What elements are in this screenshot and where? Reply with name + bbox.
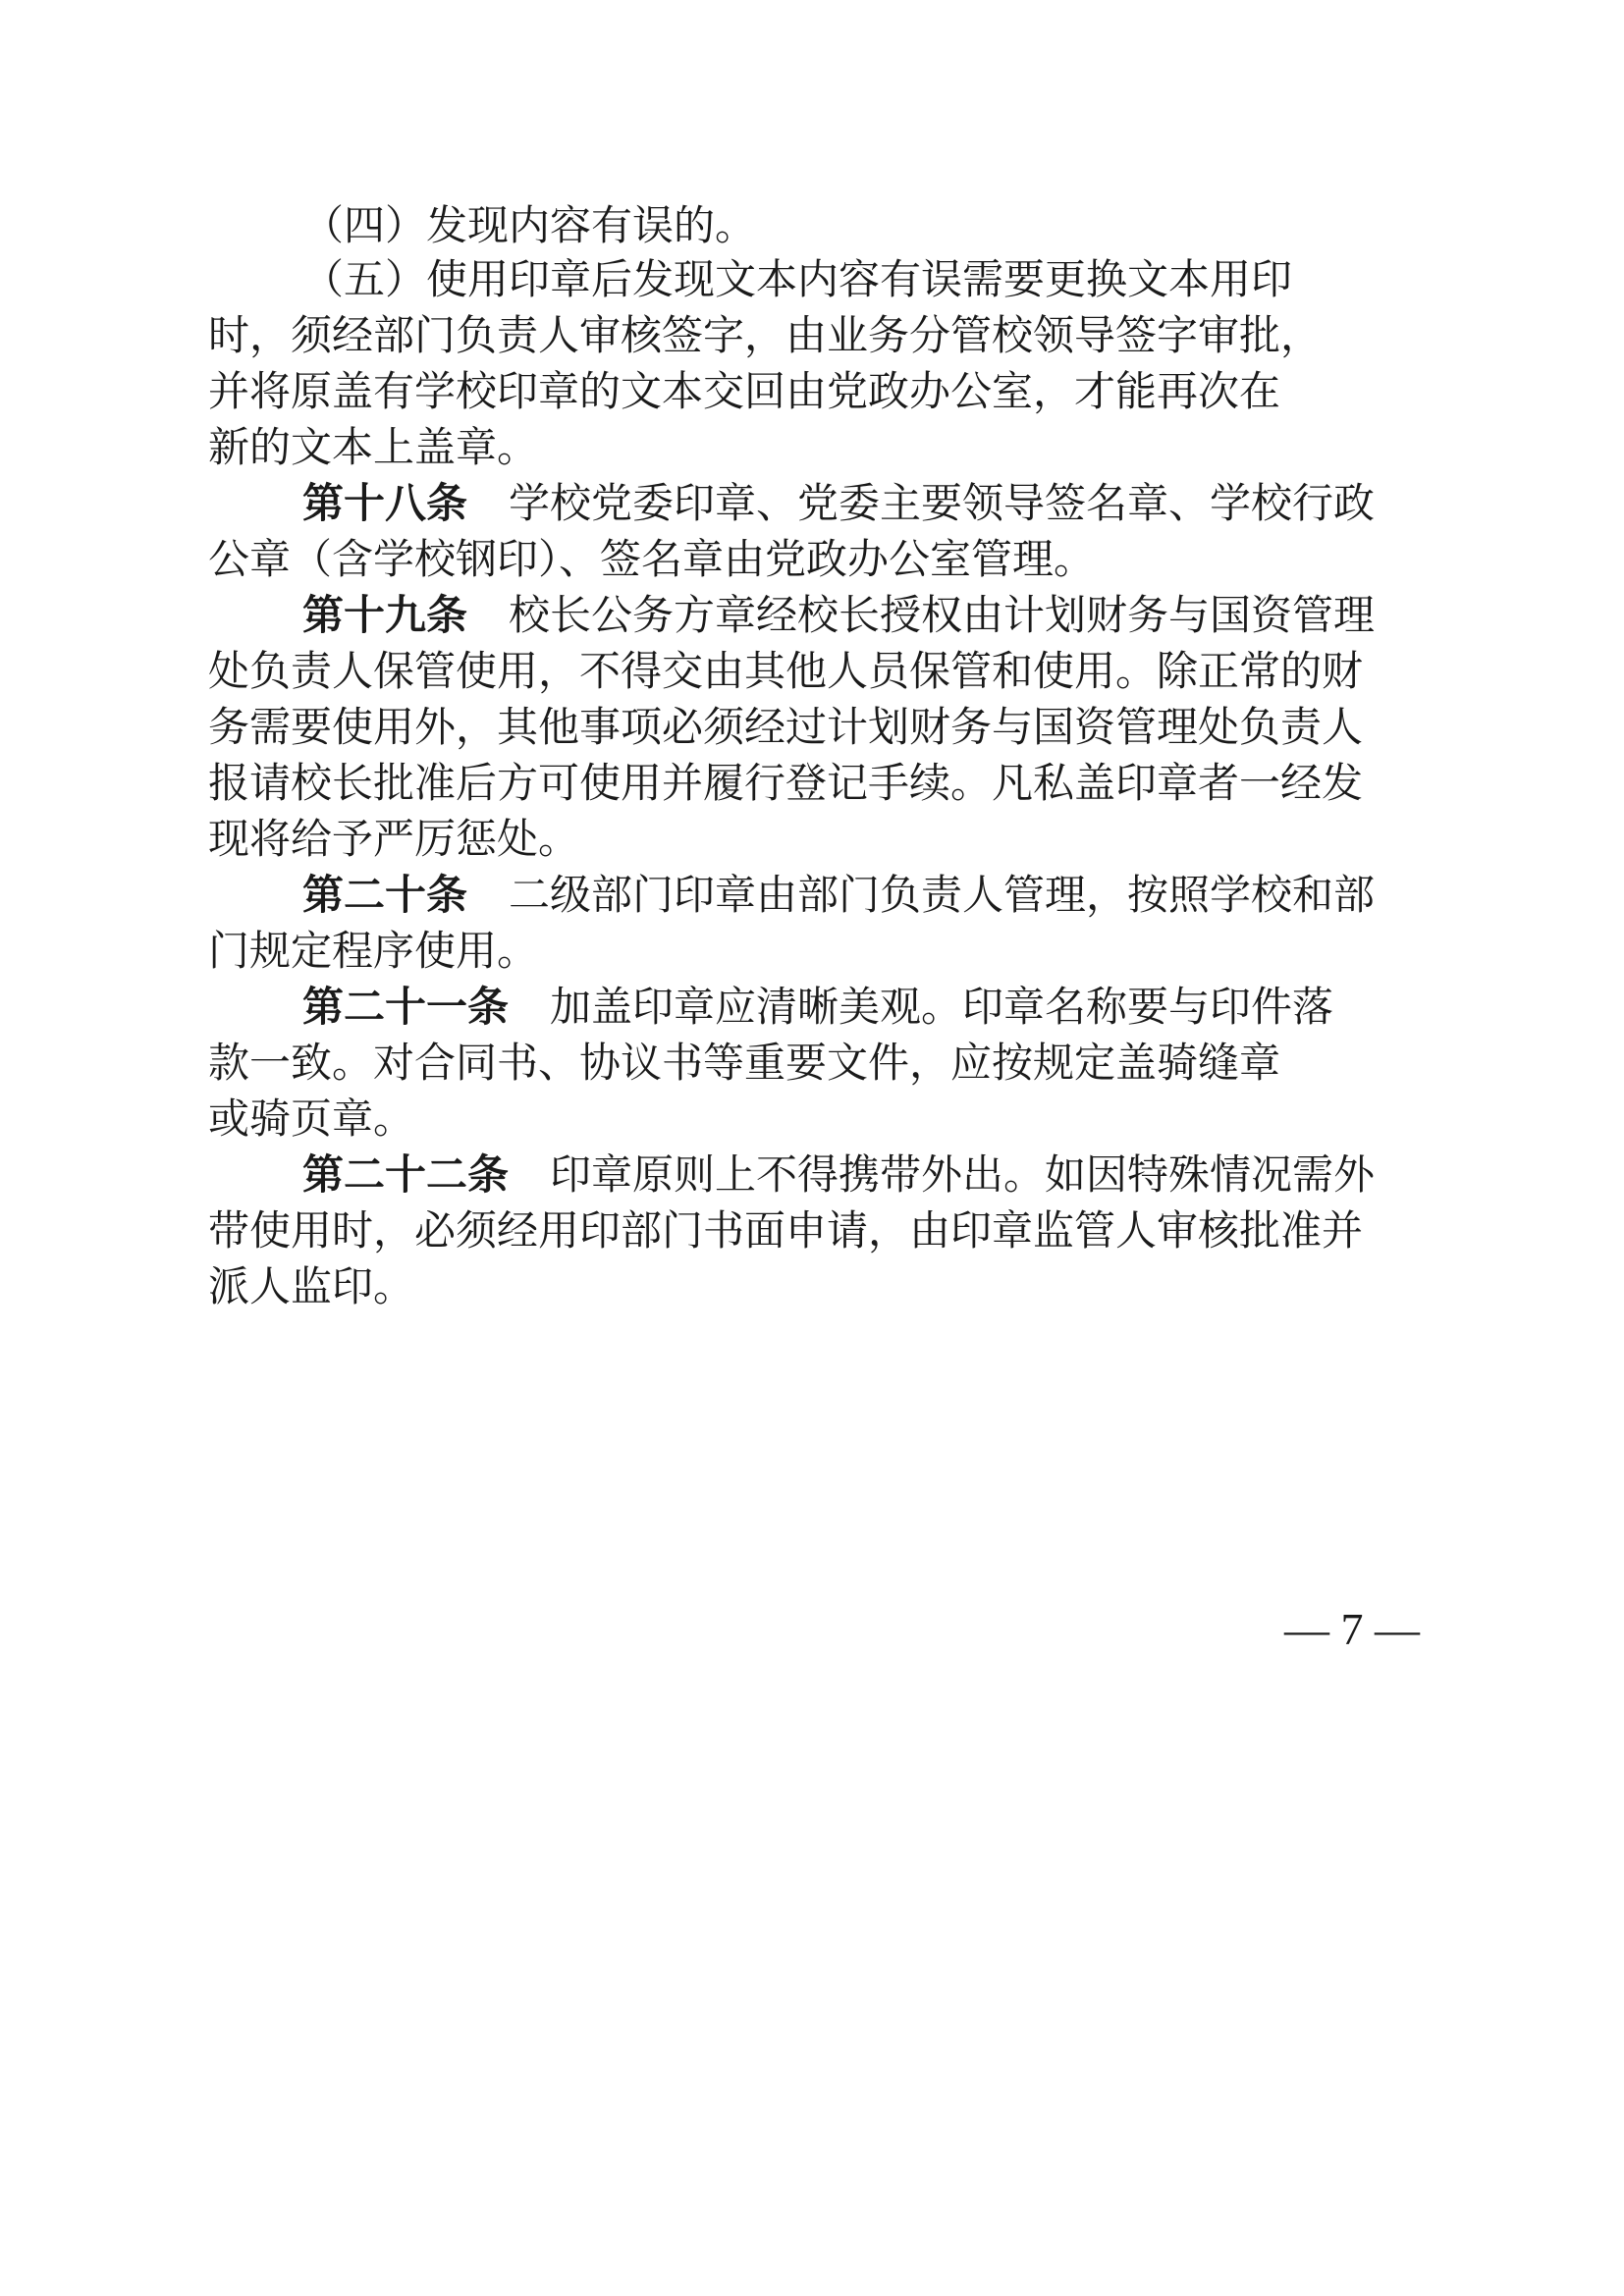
article-22-text: 印章原则上不得携带外出。如因特殊情况需外 — [550, 1150, 1376, 1199]
article-21-heading: 第二十一条 — [302, 983, 510, 1031]
article-20-line-2: 门规定程序使用。 — [208, 927, 539, 975]
article-19-text: 校长公务方章经校长授权由计划财务与国资管理 — [509, 591, 1376, 639]
article-22-heading: 第二十二条 — [302, 1150, 510, 1199]
item-five-line-3: 并将原盖有学校印章的文本交回由党政办公室，才能再次在 — [208, 367, 1281, 415]
article-19-line-2: 处负责人保管使用，不得交由其他人员保管和使用。除正常的财 — [208, 647, 1364, 695]
article-20-heading: 第二十条 — [302, 871, 468, 919]
article-22-line-2: 带使用时，必须经用印部门书面申请，由印章监管人审核批准并 — [208, 1206, 1364, 1255]
article-21-text: 加盖印章应清晰美观。印章名称要与印件落 — [550, 983, 1334, 1031]
article-19-heading: 第十九条 — [302, 591, 468, 639]
article-22-line-3: 派人监印。 — [208, 1262, 415, 1310]
article-21-line-3: 或骑页章。 — [208, 1095, 415, 1143]
item-five-line-1: （五）使用印章后发现文本内容有误需要更换文本用印 — [302, 255, 1293, 303]
article-19-line-4: 报请校长批准后方可使用并履行登记手续。凡私盖印章者一经发 — [208, 759, 1364, 807]
item-five-line-4: 新的文本上盖章。 — [208, 423, 539, 471]
article-19-line-3: 务需要使用外，其他事项必须经过计划财务与国资管理处负责人 — [208, 703, 1364, 751]
article-19-line-1 — [302, 586, 1375, 645]
item-five-line-2: 时，须经部门负责人审核签字，由业务分管校领导签字审批， — [208, 311, 1323, 359]
article-18-heading: 第十八条 — [302, 479, 468, 527]
item-four-line-1: （四）发现内容有误的。 — [302, 201, 757, 249]
article-22-line-1 — [302, 1146, 1375, 1204]
article-18-text: 学校党委印章、党委主要领导签名章、学校行政 — [509, 479, 1376, 527]
article-20-line-1 — [302, 866, 1375, 925]
article-18-line-2: 公章（含学校钢印）、签名章由党政办公室管理。 — [208, 535, 1096, 583]
article-21-line-2: 款一致。对合同书、协议书等重要文件，应按规定盖骑缝章 — [208, 1039, 1281, 1087]
page-number: — 7 — — [1284, 1604, 1420, 1654]
article-19-line-5: 现将给予严厉惩处。 — [208, 815, 580, 863]
article-18-line-1 — [302, 474, 1375, 533]
article-20-text: 二级部门印章由部门负责人管理，按照学校和部 — [509, 871, 1376, 919]
article-21-line-1 — [302, 978, 1333, 1037]
